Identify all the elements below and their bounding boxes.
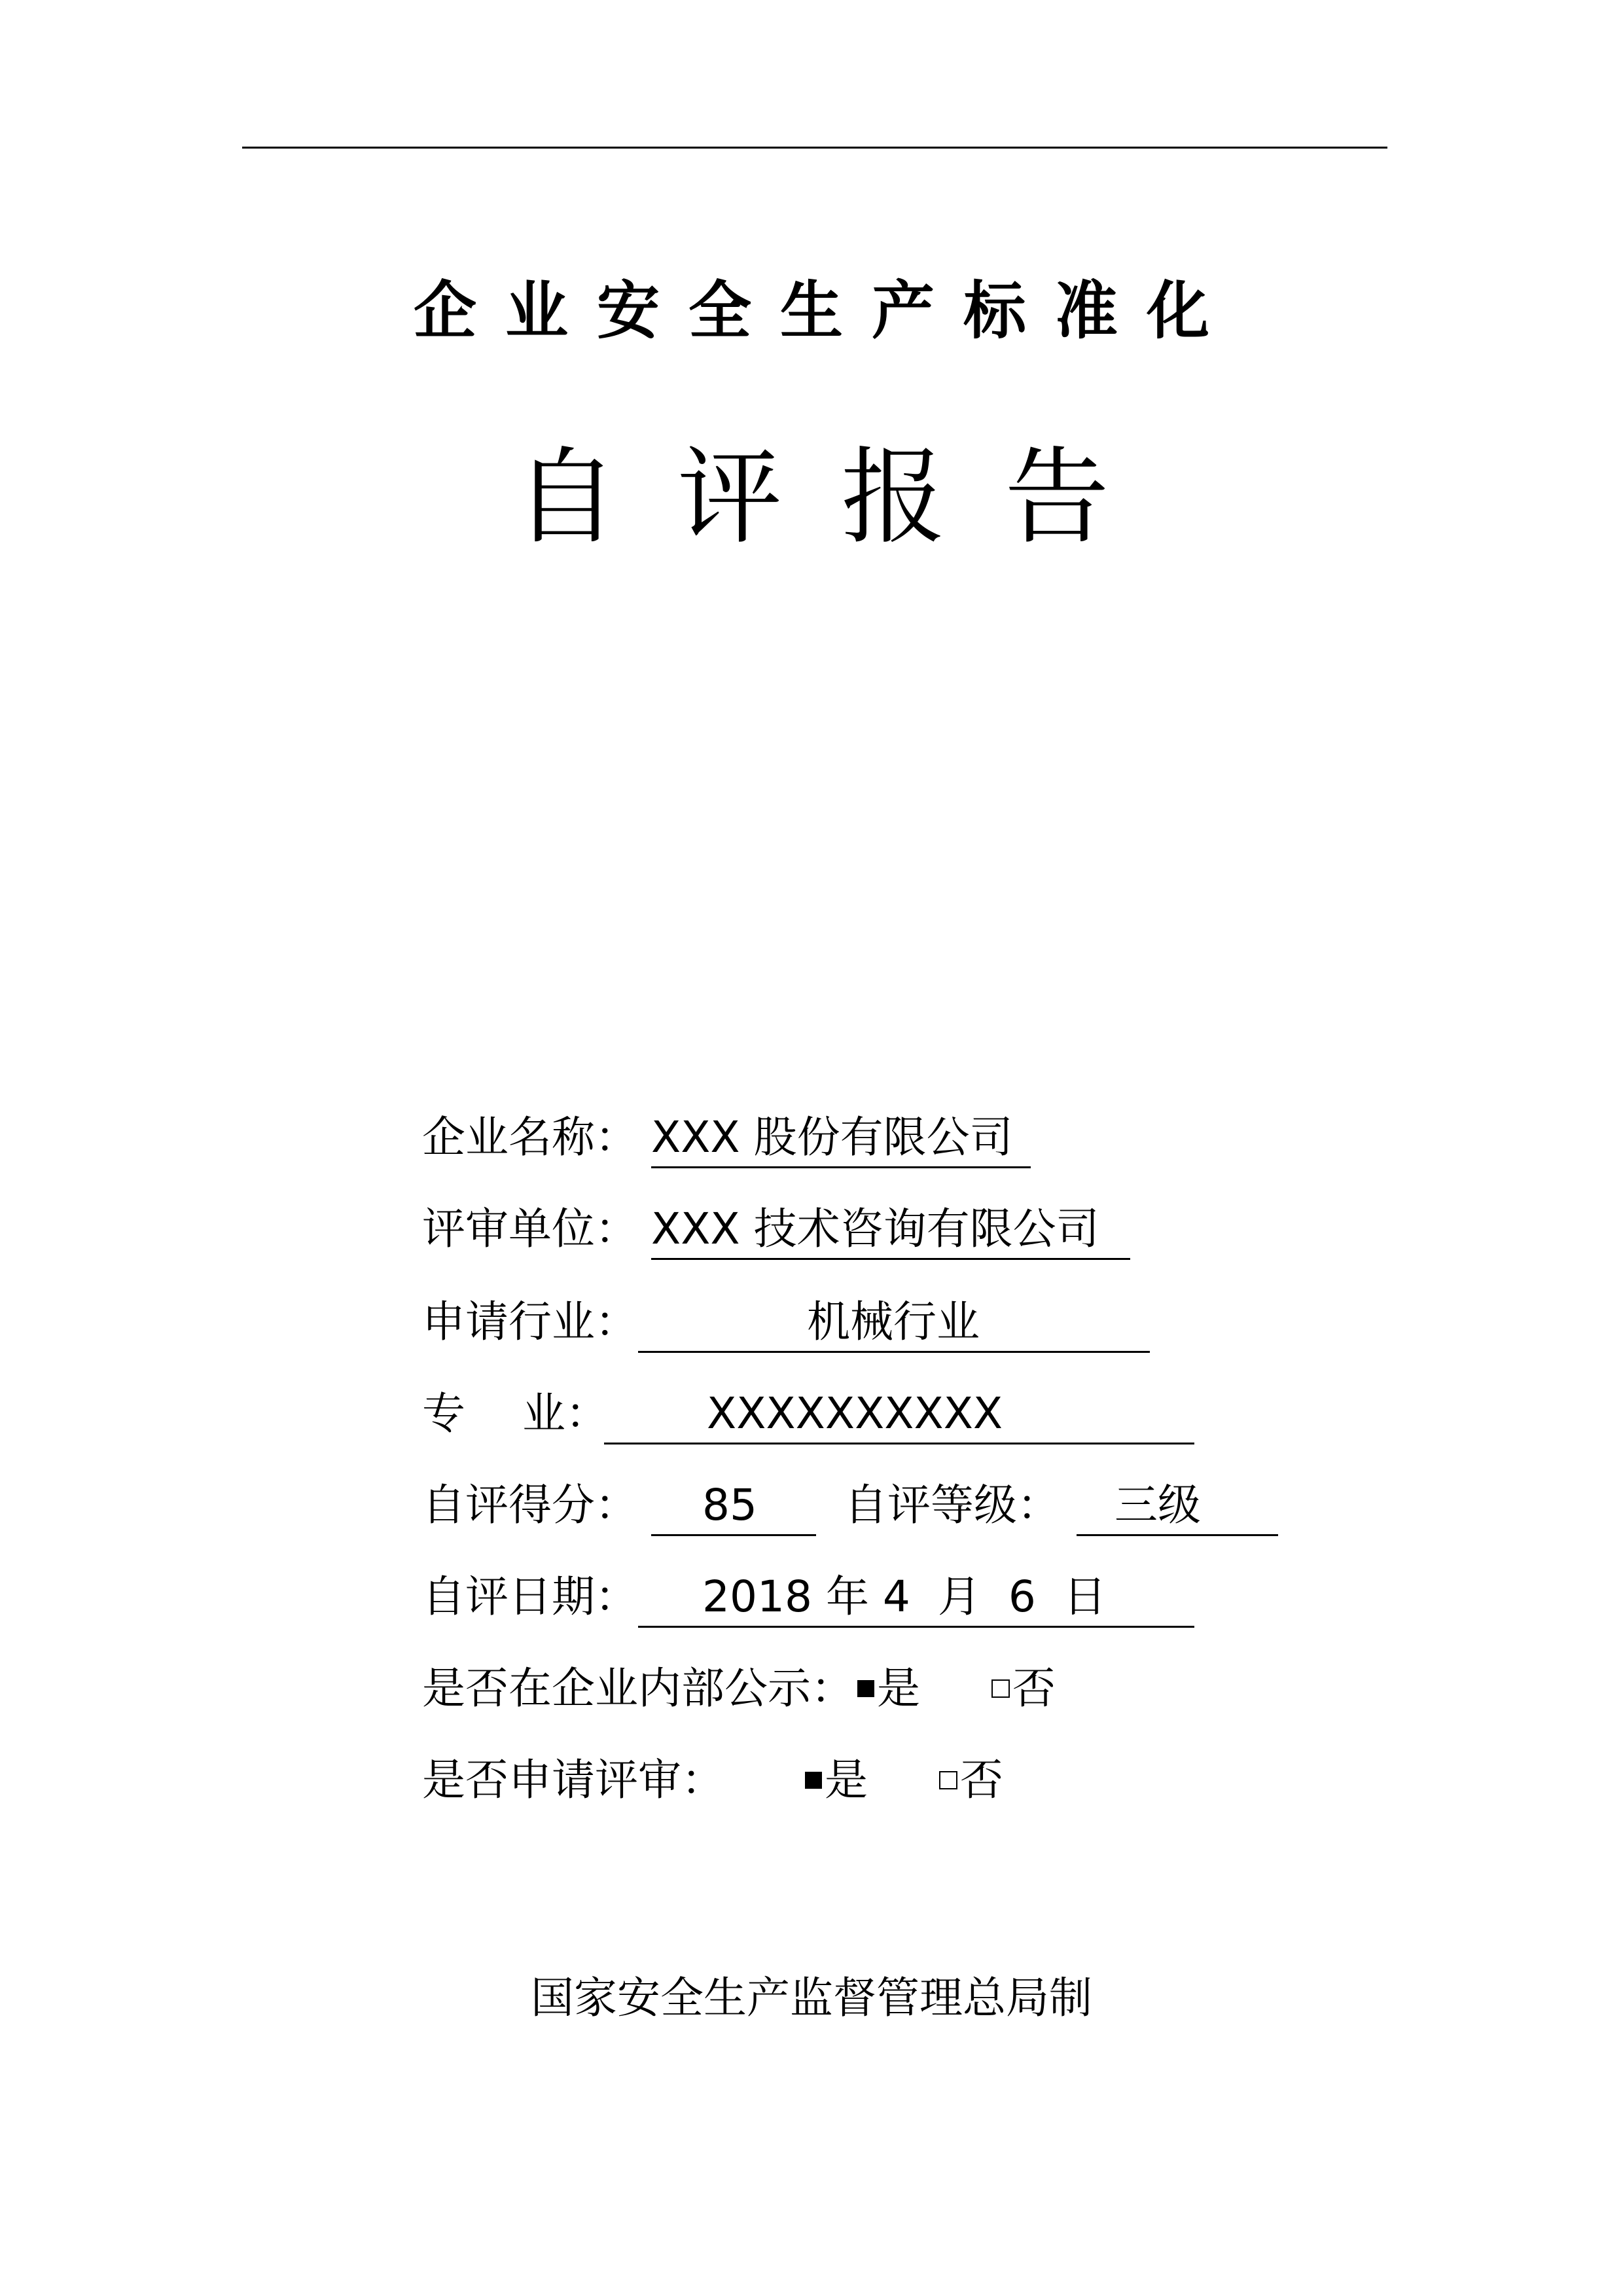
checked-box-icon	[857, 1680, 874, 1697]
unchecked-box-icon	[991, 1679, 1010, 1698]
reviewer-value: XXX 技术咨询有限公司	[651, 1204, 1099, 1254]
grade-label: 自评等级：	[844, 1480, 1060, 1530]
unchecked-box-icon	[939, 1771, 957, 1789]
checked-box-icon	[805, 1772, 822, 1789]
score-label: 自评得分：	[422, 1480, 638, 1530]
apply-review-yes-label: 是	[825, 1755, 868, 1805]
company-label: 企业名称：	[422, 1112, 638, 1162]
industry-value: 机械行业	[807, 1297, 980, 1347]
header-rule	[242, 147, 1387, 149]
score-value: 85	[702, 1480, 757, 1530]
public-notice-yes-option[interactable]	[857, 1657, 920, 1720]
public-notice-yes-label: 是	[877, 1663, 920, 1713]
date-label: 自评日期：	[422, 1571, 638, 1622]
industry-label: 申请行业：	[422, 1297, 638, 1347]
date-value: 2018 年 4 月 6 日	[702, 1571, 1107, 1622]
public-notice-label: 是否在企业内部公示：	[422, 1663, 854, 1713]
company-value: XXX 股份有限公司	[651, 1112, 1013, 1162]
specialty-label: 专 业：	[422, 1388, 609, 1439]
document-title: 企业安全生产标准化	[414, 274, 1238, 348]
grade-value: 三级	[1115, 1480, 1201, 1530]
reviewer-label: 评审单位：	[422, 1204, 638, 1254]
public-notice-no-label: 否	[1012, 1663, 1056, 1713]
apply-review-no-option[interactable]	[939, 1749, 1003, 1812]
document-subtitle: 自评报告	[513, 436, 1168, 558]
apply-review-yes-option[interactable]	[805, 1749, 868, 1812]
apply-review-label: 是否申请评审：	[422, 1755, 724, 1805]
issuer-footer: 国家安全生产监督管理总局制	[531, 1973, 1092, 2023]
public-notice-no-option[interactable]	[991, 1657, 1056, 1720]
apply-review-no-label: 否	[960, 1755, 1003, 1805]
specialty-value: XXXXXXXXXX	[707, 1388, 1003, 1439]
